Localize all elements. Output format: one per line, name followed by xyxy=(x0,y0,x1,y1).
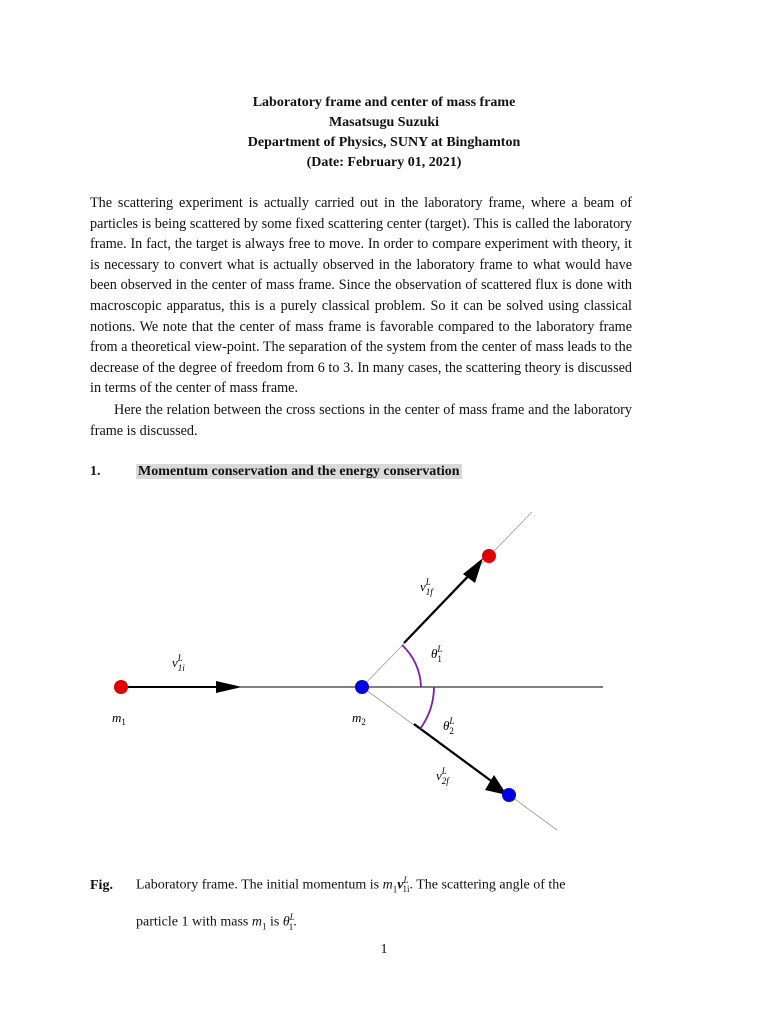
figure-label: Fig. xyxy=(90,877,113,893)
caption-mass-sub: 1 xyxy=(262,921,267,932)
page-number: 1 xyxy=(380,942,388,957)
particle-m2-recoil xyxy=(502,788,516,802)
figure-caption xyxy=(90,866,650,941)
caption-text-5: . xyxy=(293,915,297,931)
v1f-velocity-arrow xyxy=(404,570,474,643)
caption-angle-sup: L xyxy=(289,912,295,923)
caption-mass: m xyxy=(251,915,262,931)
caption-momentum-m: m xyxy=(382,877,393,893)
theta2-arc xyxy=(420,687,434,729)
author-affiliation: Department of Physics, SUNY at Binghamton xyxy=(247,135,521,150)
intro-paragraph: The scattering experiment is actually carried out in the laboratory frame, where a beam of particles is being scattered by some fixed scattering center (target). This is called the laboratory frame. In fact, the target is always free to move. In order to compare experiment with theory, it is necessary to convert what is actually observed in the laboratory frame to what would have been observed in the center of mass frame. Since the observation of scattered flux is done with macroscopic apparatus, this is a purely classical problem. So it can be solved using classical notions. We note that the center of mass frame is favorable compared to the laboratory frame from a theoretical view-point. The separation of the system from the center of mass leads to the decrease of the degree of freedom from 6 to 3. In many cases, the scattering theory is discussed in terms of the center of mass frame. xyxy=(90,195,632,397)
caption-text-2: . The scattering angle of the xyxy=(409,877,566,893)
incident-arrowhead xyxy=(216,681,242,693)
paper-title: Laboratory frame and center of mass frame xyxy=(252,95,516,110)
label-v1i: $v^L$ 1i xyxy=(172,653,185,673)
label-theta1: $\theta^L$ 1 xyxy=(431,644,443,664)
caption-momentum-v-sub: 1i xyxy=(402,884,410,895)
caption-text-4: is xyxy=(266,915,283,931)
scattering-diagram xyxy=(0,500,768,850)
v2f-velocity-arrow xyxy=(414,724,494,783)
paper-header xyxy=(0,93,768,173)
section-heading xyxy=(90,462,462,482)
label-v1f: $v^L$ 1f xyxy=(420,577,433,597)
particle-m1-initial xyxy=(114,680,128,694)
caption-momentum-v-sup: L xyxy=(403,875,409,885)
theta1-arc xyxy=(402,645,421,687)
label-theta2: $\theta^L$ 2 xyxy=(443,716,455,736)
label-m2: $m_2$ xyxy=(352,710,366,727)
scope-paragraph: Here the relation between the cross sections in the center of mass frame and the laboratory frame is discussed. xyxy=(90,402,632,439)
caption-momentum-v: v xyxy=(397,877,404,893)
section-number: 1. xyxy=(90,464,101,479)
label-v2f: $v^L$ 2f xyxy=(436,766,449,786)
section-title: Momentum conservation and the energy conservation xyxy=(138,464,460,479)
caption-angle-sub: 1 xyxy=(288,921,294,932)
caption-text-1: Laboratory frame. The initial momentum is xyxy=(136,877,383,893)
author-name: Masatsugu Suzuki xyxy=(328,115,440,130)
particle-m2-target xyxy=(355,680,369,694)
particle-m1-scattered xyxy=(482,549,496,563)
caption-text-3: particle 1 with mass xyxy=(136,915,252,931)
caption-angle: θ xyxy=(282,915,290,931)
paper-date: (Date: February 01, 2021) xyxy=(306,155,462,170)
caption-momentum-m-sub: 1 xyxy=(392,884,398,895)
label-m1: $m_1$ xyxy=(112,710,126,727)
